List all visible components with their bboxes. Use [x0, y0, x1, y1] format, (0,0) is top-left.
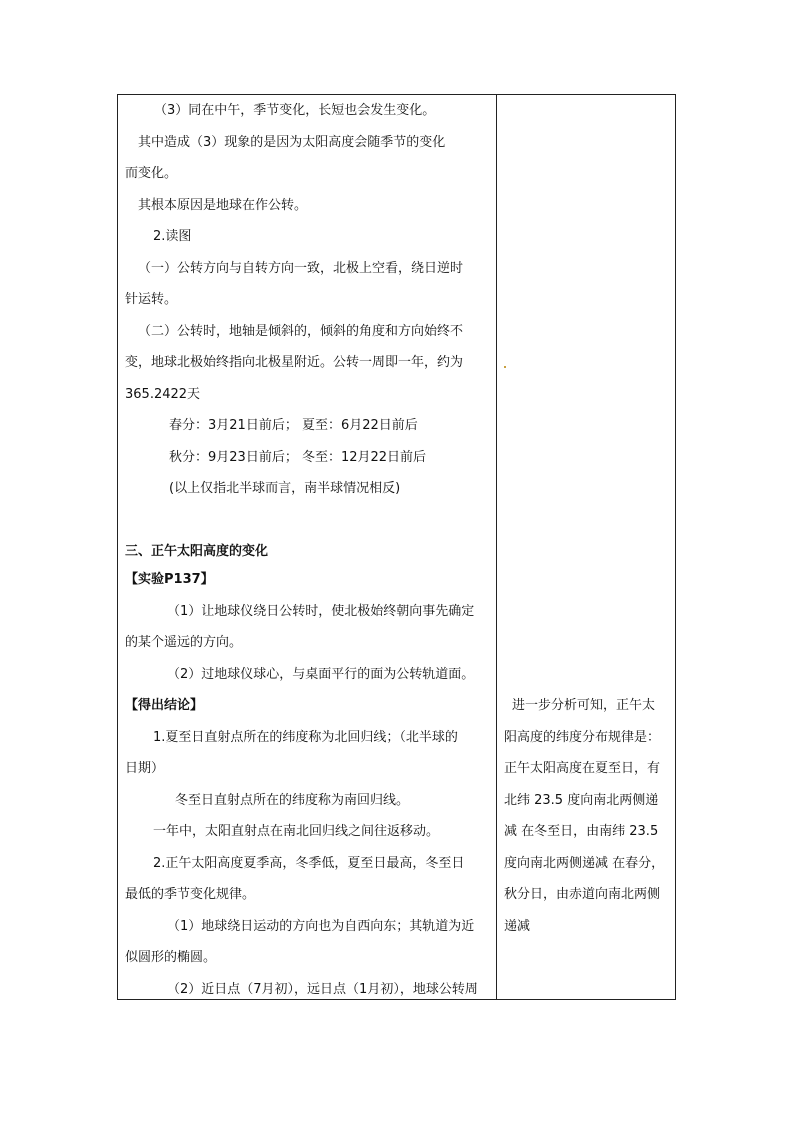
text-line: 其中造成（3）现象的是因为太阳高度会随季节的变化 [138, 135, 446, 150]
section-heading: 三、正午太阳高度的变化 [125, 544, 269, 559]
text-line: (以上仅指北半球而言，南半球情况相反) [169, 481, 401, 496]
note-line: 度向南北两侧递减 在春分， [504, 856, 665, 871]
text-line: 2.正午太阳高度夏季高，冬季低，夏至日最高，冬至日 [153, 856, 465, 871]
text-line: 1.夏至日直射点所在的纬度称为北回归线；（北半球的 [153, 730, 458, 745]
note-line: 北纬 23.5 度向南北两侧递 [504, 793, 659, 808]
text-line: 的某个遥远的方向。 [125, 635, 243, 650]
text-line: 似圆形的椭圆。 [125, 950, 217, 965]
content-table [117, 94, 676, 1000]
text-line: 针运转。 [125, 292, 178, 307]
note-line: 阳高度的纬度分布规律是： [504, 730, 661, 745]
text-line: （一）公转方向与自转方向一致，北极上空看，绕日逆时 [138, 261, 464, 276]
text-line: 日期） [125, 761, 165, 776]
text-line: （二）公转时，地轴是倾斜的，倾斜的角度和方向始终不 [138, 324, 464, 339]
text-line: 变，地球北极始终指向北极星附近。公转一周即一年，约为 [125, 355, 464, 370]
text-line: 365.2422天 [125, 387, 201, 402]
section-label: 【得出结论】 [125, 698, 204, 713]
note-line: 减 在冬至日，由南纬 23.5 [504, 824, 659, 839]
note-line: 正午太阳高度在夏至日，有 [504, 761, 661, 776]
text-line: （2）近日点（7月初），远日点（1月初），地球公转周 [167, 982, 478, 997]
text-line: 而变化。 [125, 166, 178, 181]
text-line: 冬至日直射点所在的纬度称为南回归线。 [175, 793, 410, 808]
left-column-cell [118, 95, 496, 999]
right-column-cell [497, 95, 675, 999]
text-line: （2）过地球仪球心，与桌面平行的面为公转轨道面。 [167, 667, 475, 682]
text-line: （1）地球绕日运动的方向也为自西向东；其轨道为近 [167, 919, 475, 934]
note-line: 秋分日，由赤道向南北两侧 [504, 887, 661, 902]
text-line: （3）同在中午，季节变化，长短也会发生变化。 [154, 103, 436, 118]
text-line: 其根本原因是地球在作公转。 [138, 198, 308, 213]
text-line: 春分：3月21日前后； 夏至：6月22日前后 [169, 418, 418, 433]
stray-mark [504, 366, 506, 368]
text-line: 2.读图 [153, 229, 192, 244]
text-line: （1）让地球仪绕日公转时，使北极始终朝向事先确定 [167, 604, 475, 619]
section-label: 【实验P137】 [125, 572, 214, 587]
note-line: 递减 [504, 919, 531, 934]
note-line: 进一步分析可知，正午太 [512, 698, 656, 713]
text-line: 最低的季节变化规律。 [125, 887, 256, 902]
text-line: 一年中，太阳直射点在南北回归线之间往返移动。 [153, 824, 440, 839]
text-line: 秋分：9月23日前后； 冬至：12月22日前后 [169, 450, 427, 465]
